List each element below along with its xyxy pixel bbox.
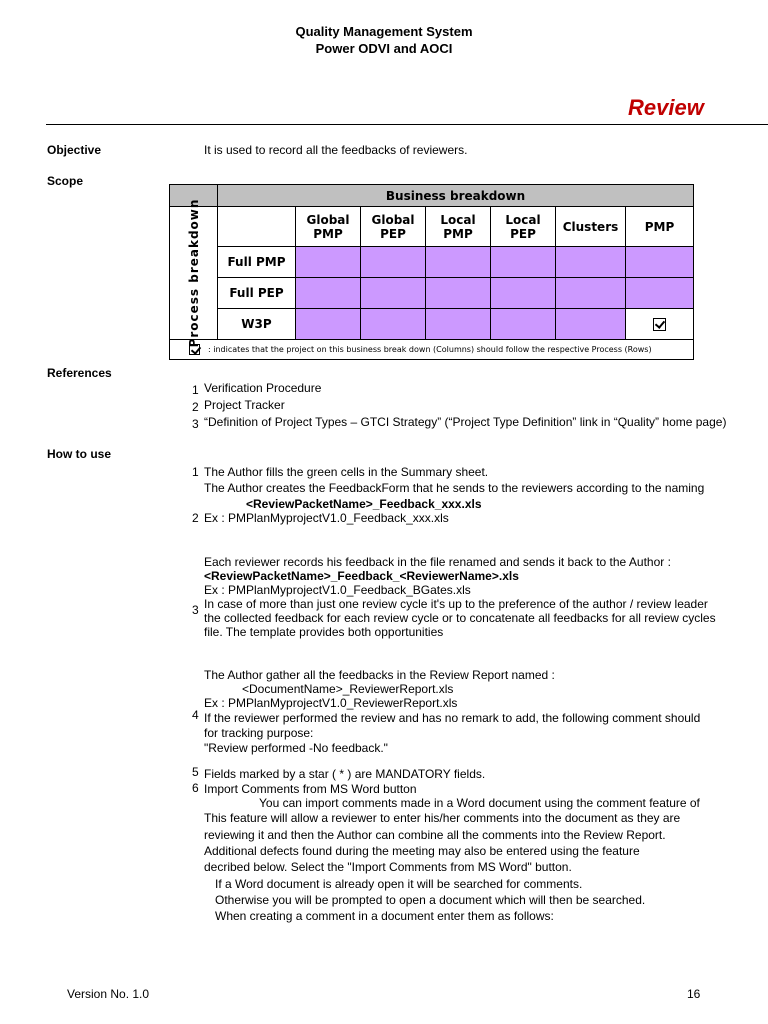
references-label: References <box>47 366 112 380</box>
empty-header-cell <box>218 207 296 247</box>
step-text: Ex : PMPlanMyprojectV1.0_Feedback_xxx.xls <box>204 511 449 525</box>
step-number: 5 <box>192 765 199 779</box>
cell <box>426 309 491 340</box>
step-text: <ReviewPacketName>_Feedback_xxx.xls <box>246 497 482 511</box>
step-number: 6 <box>192 781 199 795</box>
cell <box>556 278 626 309</box>
cell <box>491 309 556 340</box>
step-text: If the reviewer performed the review and has no remark to add, the following comment should <box>204 711 701 725</box>
checked-cell <box>626 309 694 340</box>
step-text: Each reviewer records his feedback in the file renamed and sends it back to the Author : <box>204 555 671 569</box>
col-global-pmp: Global PMP <box>296 207 361 247</box>
step-text: When creating a comment in a document enter them as follows: <box>215 909 554 923</box>
cell <box>361 278 426 309</box>
cell <box>491 247 556 278</box>
cell <box>626 278 694 309</box>
ref-number: 1 <box>192 383 199 397</box>
step-text: <DocumentName>_ReviewerReport.xls <box>242 682 454 696</box>
step-text: If a Word document is already open it will be searched for comments. <box>215 877 583 891</box>
step-text: The Author creates the FeedbackForm that he sends to the reviewers according to the naming <box>204 481 705 495</box>
business-breakdown-header: Business breakdown <box>218 185 694 207</box>
ref-item: “Definition of Project Types – GTCI Strategy” (“Project Type Definition” link in “Quality” home page) <box>204 415 727 429</box>
col-local-pmp: Local PMP <box>426 207 491 247</box>
footer-page-number: 16 <box>687 987 701 1001</box>
ref-number: 2 <box>192 400 199 414</box>
review-title: Review <box>628 95 704 120</box>
footer-version: Version No. 1.0 <box>67 987 150 1001</box>
ref-item: Project Tracker <box>204 398 285 412</box>
col-local-pep: Local PEP <box>491 207 556 247</box>
step-text: "Review performed -No feedback." <box>204 741 388 755</box>
step-text: The Author fills the green cells in the Summary sheet. <box>204 465 489 479</box>
cell <box>296 309 361 340</box>
legend-text: : indicates that the project on this business break down (Columns) should follow the respective Process (Rows) <box>208 345 652 354</box>
step-text: The Author gather all the feedbacks in the Review Report named : <box>204 668 555 682</box>
how-to-use-label: How to use <box>47 447 112 461</box>
step-text: for tracking purpose: <box>204 726 314 740</box>
step-text: decribed below. Select the "Import Comments from MS Word" button. <box>204 860 572 874</box>
cell <box>361 309 426 340</box>
step-text: Otherwise you will be prompted to open a document which will then be searched. <box>215 893 646 907</box>
step-text: Ex : PMPlanMyprojectV1.0_ReviewerReport.xls <box>204 696 458 710</box>
step-text: the collected feedback for each review cycle or to concatenate all feedbacks for all review cycles <box>204 611 716 625</box>
doc-title-line2: Power ODVI and AOCI <box>315 41 453 56</box>
step-text: You can import comments made in a Word document using the comment feature of <box>259 796 700 810</box>
ref-item: Verification Procedure <box>204 381 322 395</box>
objective-label: Objective <box>47 143 102 157</box>
step-text: Additional defects found during the meeting may also be entered using the feature <box>204 844 640 858</box>
cell <box>556 247 626 278</box>
cell <box>296 247 361 278</box>
legend-checkbox-icon <box>189 344 200 355</box>
cell <box>426 247 491 278</box>
col-global-pep: Global PEP <box>361 207 426 247</box>
step-number: 1 <box>192 465 199 479</box>
step-text: Import Comments from MS Word button <box>204 782 417 796</box>
col-clusters: Clusters <box>556 207 626 247</box>
row-full-pep: Full PEP <box>218 278 296 309</box>
col-pmp: PMP <box>626 207 694 247</box>
header-rule <box>46 124 768 125</box>
step-number: 2 <box>192 511 199 525</box>
step-text: reviewing it and then the Author can combine all the comments into the Review Report. <box>204 828 666 842</box>
step-number: 4 <box>192 708 199 722</box>
step-text: file. The template provides both opportunities <box>204 625 444 639</box>
step-text: This feature will allow a reviewer to enter his/her comments into the document as they are <box>204 811 681 825</box>
process-breakdown-label: Process breakdown <box>186 198 201 348</box>
checkbox-checked-icon <box>653 318 666 331</box>
cell <box>296 278 361 309</box>
step-text: Ex : PMPlanMyprojectV1.0_Feedback_BGates.xls <box>204 583 471 597</box>
cell <box>556 309 626 340</box>
row-w3p: W3P <box>218 309 296 340</box>
scope-label: Scope <box>47 174 84 188</box>
objective-text: It is used to record all the feedbacks of reviewers. <box>204 143 468 157</box>
ref-number: 3 <box>192 417 199 431</box>
scope-table <box>169 184 694 360</box>
cell <box>361 247 426 278</box>
cell <box>491 278 556 309</box>
legend-row <box>170 340 694 360</box>
step-text: Fields marked by a star ( * ) are MANDATORY fields. <box>204 767 486 781</box>
row-full-pmp: Full PMP <box>218 247 296 278</box>
step-text: In case of more than just one review cycle it's up to the preference of the author / review leader <box>204 597 708 611</box>
cell <box>626 247 694 278</box>
doc-title-line1: Quality Management System <box>295 24 473 39</box>
step-number: 3 <box>192 603 199 617</box>
step-text: <ReviewPacketName>_Feedback_<ReviewerName>.xls <box>204 569 519 583</box>
process-breakdown-header <box>170 198 218 348</box>
cell <box>426 278 491 309</box>
